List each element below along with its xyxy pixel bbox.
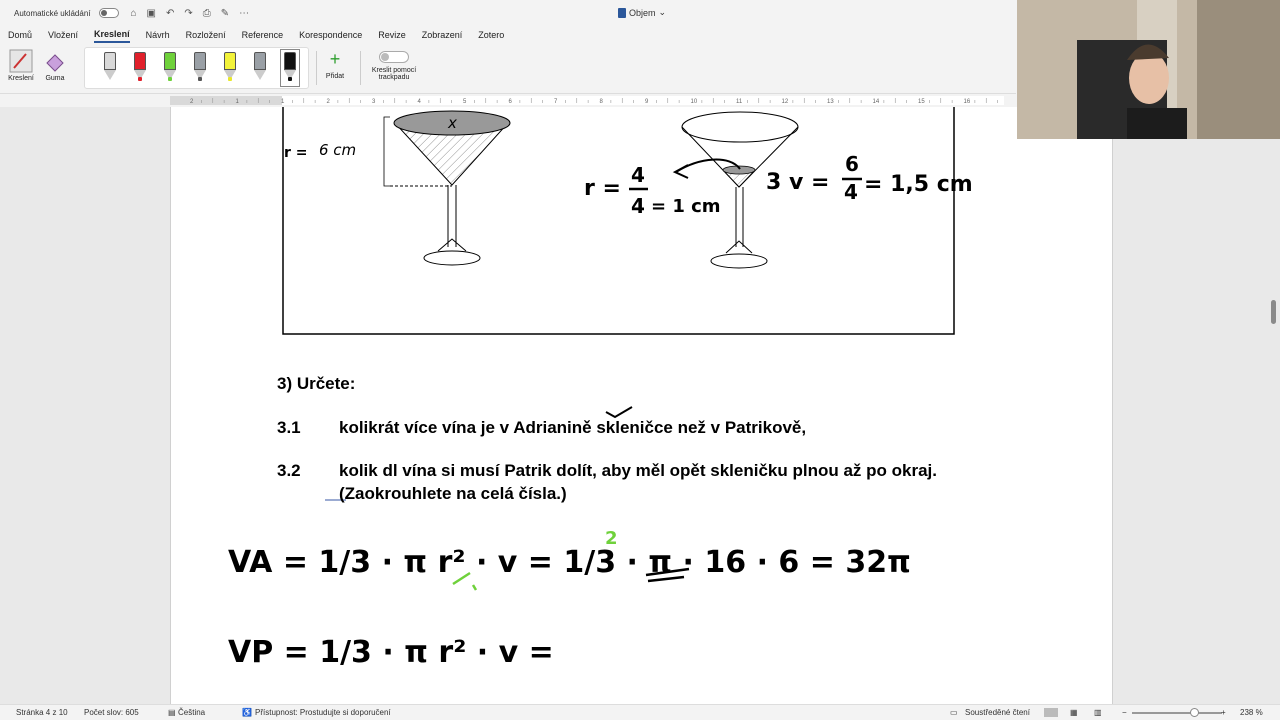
tab-domu[interactable]: Domů [8, 30, 33, 40]
pen-2[interactable] [133, 52, 147, 84]
autosave-toggle[interactable] [99, 8, 119, 18]
more-icon[interactable]: ⋯ [239, 7, 250, 19]
page-content [170, 107, 1113, 704]
zoom-in-button[interactable]: + [1221, 708, 1226, 717]
task-heading: 3) Určete: [277, 374, 356, 393]
ribbon-tabs [0, 27, 512, 45]
math-line-2: VP = 1/3 · π r² · v = [228, 635, 554, 670]
webcam-image [1017, 0, 1280, 139]
hand-eq2: = 1,5 cm [864, 172, 973, 197]
ruler-tick-label: 8 [599, 99, 603, 105]
vertical-scrollbar[interactable] [1271, 300, 1276, 324]
ruler-tick-label: 7 [554, 99, 558, 105]
toggle-switch[interactable] [379, 51, 409, 63]
left-radius-symbol: r = [284, 145, 308, 161]
ribbon-separator [360, 51, 361, 85]
item-3-1-number: 3.1 [277, 418, 301, 437]
ruler-tick-label: 3 [372, 99, 376, 105]
radius-label: 6 cm [319, 141, 357, 159]
save-icon[interactable]: ▣ [146, 7, 156, 19]
add-pen-button[interactable]: + Přidat [320, 49, 350, 80]
accessibility-icon: ♿ [242, 708, 252, 717]
hand-frac1-den: 4 [631, 194, 645, 218]
pen-1[interactable] [103, 52, 117, 84]
ruler-tick-label: 12 [781, 99, 789, 105]
tab-navrh[interactable]: Návrh [145, 30, 170, 40]
accessibility-status[interactable]: Přístupnost: Prostudujte si doporučení [255, 708, 391, 717]
draw-tool-button[interactable]: Kreslení [6, 49, 36, 82]
eraser-button[interactable]: Guma [40, 49, 70, 82]
focus-mode[interactable]: Soustředěné čtení [965, 708, 1030, 717]
tab-zotero[interactable]: Zotero [478, 30, 505, 40]
ruler-tick-label: 6 [508, 99, 512, 105]
hand-r: r = [584, 176, 621, 201]
ruler-tick-label: 1 [281, 99, 285, 105]
pen-4[interactable] [193, 52, 207, 84]
read-mode-icon[interactable]: ▥ [1094, 708, 1102, 717]
home-icon[interactable]: ⌂ [130, 7, 137, 19]
item-3-2-text-2: (Zaokrouhlete na celá čísla.) [339, 484, 567, 503]
eraser-icon [43, 49, 67, 73]
web-layout-icon[interactable]: ▦ [1070, 708, 1078, 717]
item-3-1-text: kolikrát více vína je v Adrianině skleničce než v Patrikově, [339, 418, 807, 437]
pen-3[interactable] [163, 52, 177, 84]
pen-icon[interactable]: ✎ [220, 7, 230, 19]
webcam-overlay [1017, 0, 1280, 139]
pen-5[interactable] [223, 52, 237, 84]
ruler-tick-label: 2 [190, 99, 194, 105]
ruler-tick-label: 10 [690, 99, 698, 105]
print-icon[interactable]: ⎙ [202, 7, 211, 19]
ruler-tick-label: 16 [963, 99, 971, 105]
word-file-icon [618, 8, 626, 18]
item-3-2-number: 3.2 [277, 461, 301, 480]
math-line-1: VA = 1/3 · π r² · v = 1/3 · π · 16 · 6 = 32π [228, 545, 911, 580]
tab-reference[interactable]: Reference [241, 30, 284, 40]
pen-gallery [84, 47, 309, 89]
tab-rozlozeni[interactable]: Rozložení [185, 30, 226, 40]
zoom-slider-thumb[interactable] [1190, 708, 1199, 717]
item-3-2-text: kolik dl vína si musí Patrik dolít, aby měl opět skleničku plnou až po okraj. [339, 461, 937, 480]
ruler-tick-label: 1 [235, 99, 239, 105]
hand-frac1-num: 4 [631, 163, 645, 187]
trackpad-draw-toggle[interactable]: Kreslit pomocí trackpadu [366, 51, 422, 81]
hand-v: 3 v = [766, 170, 830, 195]
ruler [0, 93, 1016, 106]
tab-revize[interactable]: Revize [378, 30, 406, 40]
draw-select-icon [9, 49, 33, 73]
plus-icon: + [329, 49, 341, 69]
ruler-tick-label: 13 [827, 99, 834, 105]
tab-zobrazeni[interactable]: Zobrazení [421, 30, 463, 40]
word-count[interactable]: Počet slov: 605 [84, 708, 139, 717]
document-title[interactable]: Objem ⌄ [618, 7, 666, 18]
check-mark [606, 407, 632, 417]
tab-kresleni[interactable]: Kreslení [94, 29, 130, 43]
pen-6[interactable] [253, 52, 267, 84]
ruler-tick-label: 5 [463, 99, 467, 105]
zoom-slider[interactable] [1132, 712, 1222, 714]
quick-access-toolbar [131, 8, 250, 19]
ruler-tick-label: 14 [872, 99, 880, 105]
ribbon [0, 45, 1016, 93]
ruler-tick-label: 2 [326, 99, 330, 105]
figure-handwriting [284, 114, 973, 218]
language[interactable]: Čeština [178, 708, 206, 717]
redo-icon[interactable]: ↷ [184, 7, 193, 19]
ruler-tick-label: 15 [918, 99, 925, 105]
hand-frac2-num: 6 [845, 152, 859, 176]
hand-frac2-den: 4 [844, 180, 858, 204]
ruler-tick-label: 9 [645, 99, 649, 105]
ruler-scale [0, 94, 1016, 107]
ribbon-separator [316, 51, 317, 85]
x-label: x [448, 114, 457, 132]
pen-7[interactable] [283, 52, 297, 84]
figure-drawing [170, 107, 1113, 704]
zoom-out-button[interactable]: − [1122, 708, 1127, 717]
math-handwriting [228, 528, 911, 670]
ruler-tick-label: 11 [736, 99, 743, 105]
left-glass [384, 111, 510, 265]
status-bar [0, 704, 1280, 720]
chevron-down-icon: ⌄ [658, 7, 667, 17]
ruler-tick-label: 4 [417, 99, 421, 105]
hand-eq1: = 1 cm [651, 196, 721, 217]
autosave-label: Automatické ukládání [14, 8, 91, 18]
tab-vlozeni[interactable]: Vložení [48, 30, 79, 40]
zoom-level[interactable]: 238 % [1240, 708, 1263, 717]
tab-korespondence[interactable]: Korespondence [299, 30, 363, 40]
green-2: 2 [605, 528, 618, 549]
undo-icon[interactable]: ↶ [166, 7, 175, 19]
print-layout-button[interactable] [1044, 708, 1058, 717]
page-count[interactable]: Stránka 4 z 10 [16, 708, 68, 717]
proofing-icon: ▤ [168, 708, 176, 717]
focus-icon: ▭ [950, 708, 958, 717]
